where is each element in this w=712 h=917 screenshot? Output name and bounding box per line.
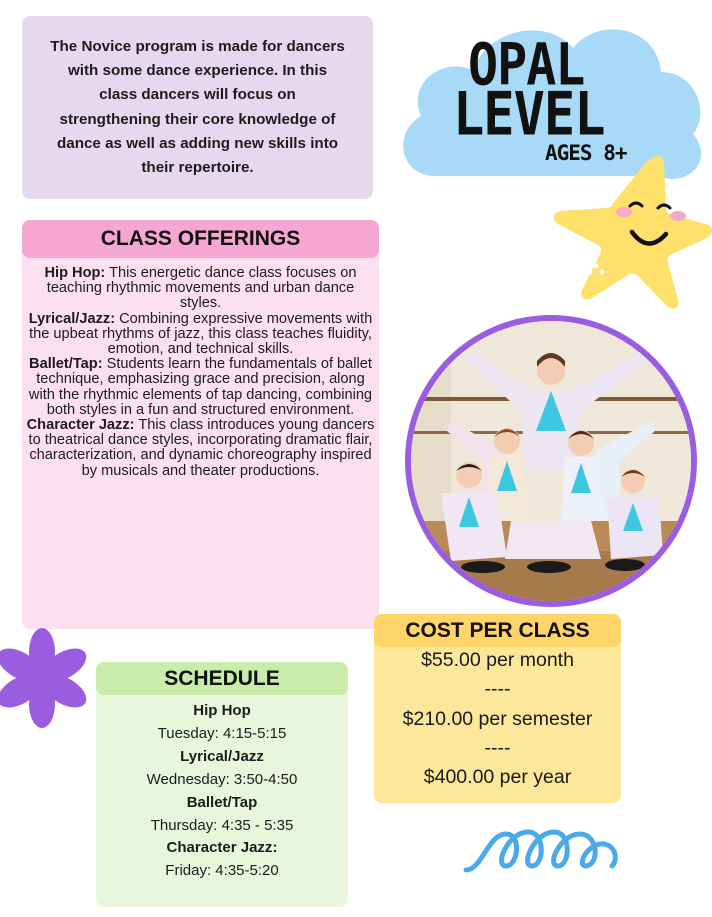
flower-icon <box>0 628 96 728</box>
class-offerings-header <box>22 220 379 258</box>
squiggle-decoration <box>462 826 624 878</box>
cost-semester: $210.00 per semester <box>402 707 593 730</box>
offering-desc: This energetic dance class focuses on teaching rhythmic movements and urban dance styles. <box>46 265 357 312</box>
offering-name: Character Jazz: <box>26 417 135 434</box>
offering-name: Hip Hop: <box>44 265 106 281</box>
schedule-class: Lyrical/Jazz <box>180 747 264 765</box>
class-offerings-list <box>26 266 375 479</box>
intro-text: The Novice program is made for dancers with some dance experience. In this class dancers will focus on strengthening their core knowledge of dance as well as adding new skills into their repertoire. <box>50 37 345 176</box>
cost-yearly: $400.00 per year <box>423 766 572 789</box>
schedule-title: SCHEDULE <box>164 666 280 690</box>
schedule-class: Ballet/Tap <box>186 793 258 811</box>
schedule-class: Character Jazz: <box>166 839 278 857</box>
schedule-time: Wednesday: 3:50-4:50 <box>146 770 298 788</box>
title-line-2: LEVEL <box>453 80 605 150</box>
cost-title: COST PER CLASS <box>405 618 590 642</box>
offering-hip-hop <box>26 266 375 312</box>
offering-desc: Combining expressive movements with the upbeat rhythms of jazz, this class teaches fluidity, emotion, and technical skills. <box>29 310 373 358</box>
cost-divider: ---- <box>484 678 511 701</box>
intro-box <box>22 16 373 199</box>
offering-lyrical-jazz <box>26 312 375 358</box>
schedule-header <box>96 662 348 695</box>
title-line-1: OPAL <box>468 31 585 99</box>
class-offerings-title: CLASS OFFERINGS <box>100 227 301 250</box>
offering-name: Lyrical/Jazz: <box>28 310 116 327</box>
smiling-star-icon <box>548 150 712 310</box>
schedule-time: Friday: 4:35-5:20 <box>165 862 279 880</box>
dancers-photo-illustration <box>411 321 691 601</box>
offering-desc: This class introduces young dancers to theatrical dance styles, incorporating dramatic flair, characterization, and dynamic choreography inspired by musicals and theater productions. <box>28 417 375 479</box>
schedule-time: Tuesday: 4:15-5:15 <box>157 724 287 742</box>
offering-character-jazz <box>26 418 375 479</box>
offering-desc: Students learn the fundamentals of ballet technique, emphasizing grace and precision, along with the rhythmic elements of tap dancing, combining both styles in a fun and structured environment. <box>28 356 373 418</box>
cost-header <box>374 614 621 647</box>
schedule-class: Hip Hop <box>193 702 251 719</box>
offering-ballet-tap <box>26 357 375 418</box>
cost-list <box>374 646 621 792</box>
cost-monthly: $55.00 per month <box>421 649 574 671</box>
offering-name: Ballet/Tap: <box>29 356 103 373</box>
dancers-photo <box>411 321 691 601</box>
schedule-list <box>96 700 348 883</box>
ages-label: AGES 8+ <box>545 141 627 165</box>
schedule-time: Thursday: 4:35 - 5:35 <box>150 816 294 834</box>
dancers-photo-frame <box>405 315 697 607</box>
cost-divider: ---- <box>484 736 511 759</box>
